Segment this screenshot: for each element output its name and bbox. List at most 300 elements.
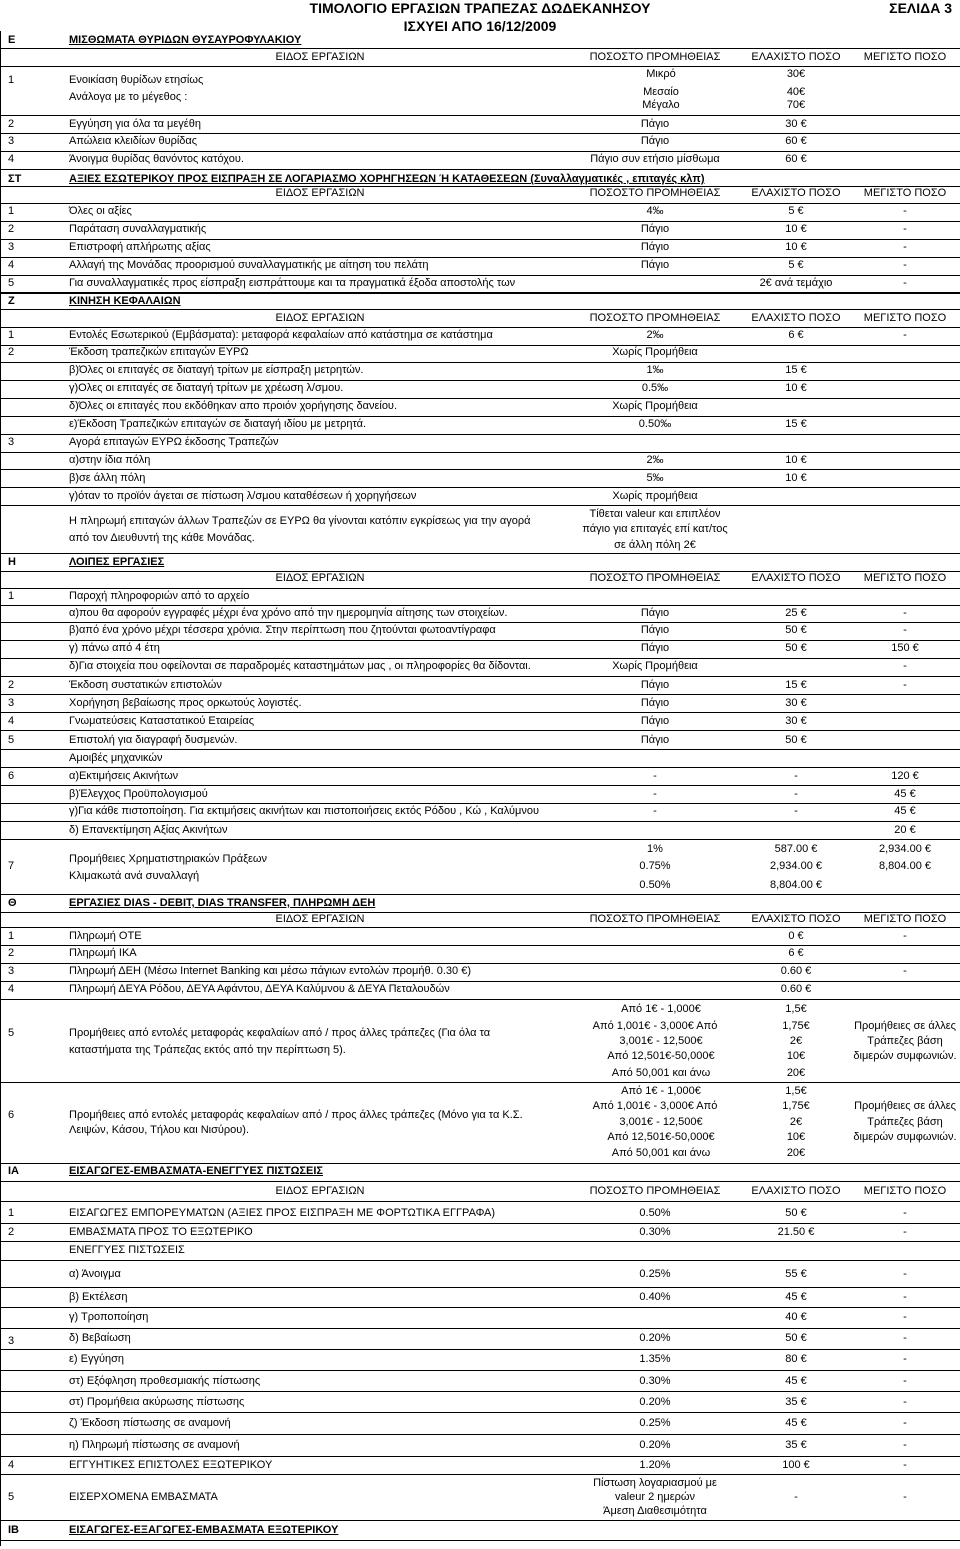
max-amount-cell: - (903, 607, 907, 619)
row-divider (0, 676, 960, 677)
min-amount-cell: 45 € (785, 1375, 807, 1387)
max-amount-cell: Προμήθειες σε άλλες (854, 1020, 956, 1032)
min-amount-cell: 30 € (785, 118, 807, 130)
row-divider (0, 640, 960, 641)
max-amount-cell: 45 € (894, 788, 916, 800)
column-header: ΕΙΔΟΣ ΕΡΓΑΣΙΩΝ (275, 187, 365, 199)
row-description: γ)Ολες οι επιταγές σε διαταγή τρίτων με χρέωση λ/σμου. (69, 382, 344, 394)
max-amount-cell: - (903, 1353, 907, 1365)
row-description: Εντολές Εσωτερικού (Εμβάσματα): μεταφορά κεφαλαίων από κατάστημα σε κατάστημα (69, 329, 493, 341)
commission-cell: 0.25% (639, 1417, 671, 1429)
max-amount-cell: Τράπεζες βάση (867, 1116, 943, 1128)
section-title: ΜΙΣΘΩΜΑΤΑ ΘΥΡΙΔΩΝ ΘΥΣΑΥΡΟΦΥΛΑΚΙΟΥ (69, 34, 302, 46)
row-description: Όλες οι αξίες (69, 205, 132, 217)
commission-cell: Άμεση Διαθεσιμότητα (603, 1505, 707, 1517)
row-number: 2 (8, 118, 15, 130)
row-description: γ)Για κάθε πιστοποίηση. Για εκτιμήσεις ακινήτων και πιστοποιήσεις εκτός Ρόδου , Κώ , Καλύμνου (69, 805, 540, 817)
row-divider (0, 927, 960, 928)
commission-cell: 1% (647, 843, 663, 855)
row-description: Πληρωμή ΔΕΗ (Μέσω Internet Banking και μέσω πάγιων εντολών προμήθ. 0.30 €) (69, 965, 471, 977)
min-amount-cell: - (794, 1491, 798, 1503)
commission-cell: 0.50‰ (638, 418, 672, 430)
column-header: ΕΛΑΧΙΣΤΟ ΠΟΣΟ (751, 51, 841, 63)
row-number: 1 (8, 74, 15, 86)
min-amount-cell: 60 € (785, 135, 807, 147)
row-divider (0, 115, 960, 116)
max-amount-cell: - (903, 1396, 907, 1408)
row-divider (0, 169, 960, 170)
column-header: ΠΟΣΟΣΤΟ ΠΡΟΜΗΘΕΙΑΣ (589, 1185, 721, 1197)
min-amount-cell: 50 € (785, 1207, 807, 1219)
row-number: 1 (8, 930, 15, 942)
row-divider (0, 1412, 960, 1413)
row-description: Για συναλλαγματικές προς είσπραξη εισπράττουμε και τα πραγματικά έξοδα αποστολής των (69, 277, 516, 289)
commission-cell: - (653, 805, 657, 817)
row-divider (0, 1434, 960, 1435)
section-title: ΚΙΝΗΣΗ ΚΕΦΑΛΑΙΩΝ (69, 295, 181, 307)
row-divider (0, 309, 960, 310)
row-divider (0, 749, 960, 750)
max-amount-cell: - (903, 679, 907, 691)
row-description: ε)Έκδοση Τραπεζικών επιταγών σε διαταγή ιδίου με μετρητά. (69, 418, 367, 430)
min-amount-cell: 50 € (785, 642, 807, 654)
max-amount-cell: 8,804.00 € (879, 860, 931, 872)
max-amount-cell: - (903, 329, 907, 341)
section-code: Θ (8, 897, 17, 909)
min-amount-cell: 15 € (785, 679, 807, 691)
column-header: ΠΟΣΟΣΤΟ ΠΡΟΜΗΘΕΙΑΣ (589, 572, 721, 584)
max-amount-cell: - (903, 1459, 907, 1471)
max-amount-cell: διμερών συμφωνιών. (853, 1050, 957, 1062)
row-divider (0, 133, 960, 134)
commission-cell: Χωρίς προμήθεια (612, 490, 698, 502)
column-header: ΜΕΓΙΣΤΟ ΠΟΣΟ (863, 187, 947, 199)
max-amount-cell: - (903, 1439, 907, 1451)
section-code: ΙΒ (8, 1524, 19, 1536)
column-header: ΜΕΓΙΣΤΟ ΠΟΣΟ (863, 913, 947, 925)
max-amount-cell: - (903, 241, 907, 253)
row-description: δ) Βεβαίωση (69, 1332, 131, 1344)
min-amount-cell: 5 € (788, 205, 804, 217)
row-divider (0, 416, 960, 417)
section-code: Ε (8, 34, 16, 46)
row-description: β) Εκτέλεση (69, 1291, 128, 1303)
row-description: δ) Επανεκτίμηση Αξίας Ακινήτων (69, 824, 228, 836)
max-amount-cell: 150 € (891, 642, 919, 654)
row-description: ΕΙΣΕΡΧΟΜΕΝΑ ΕΜΒΑΣΜΑΤΑ (69, 1491, 218, 1503)
row-divider (0, 730, 960, 731)
row-divider (0, 1391, 960, 1392)
row-description: α) Άνοιγμα (69, 1268, 121, 1280)
column-header: ΕΛΑΧΙΣΤΟ ΠΟΣΟ (751, 312, 841, 324)
table-left-border (0, 31, 1, 1546)
row-description: ΕΝΕΓΓΥΕΣ ΠΙΣΤΩΣΕΙΣ (69, 1244, 185, 1256)
min-amount-cell: 20€ (786, 1147, 806, 1159)
commission-cell: 5‰ (646, 472, 664, 484)
commission-cell: Τίθεται valeur και επιπλέον (589, 508, 721, 520)
commission-cell: Χωρίς Προμήθεια (612, 346, 698, 358)
row-number: 5 (8, 277, 15, 289)
row-number: 4 (8, 153, 15, 165)
min-amount-cell: 0.60 € (780, 965, 812, 977)
section-code: Ζ (8, 295, 15, 307)
row-divider (0, 622, 960, 623)
document-subtitle: ΙΣΧΥΕΙ ΑΠΟ 16/12/2009 (403, 18, 557, 34)
row-divider (0, 469, 960, 470)
row-divider (0, 1520, 960, 1521)
column-header: ΕΙΔΟΣ ΕΡΓΑΣΙΩΝ (275, 312, 365, 324)
min-amount-cell: 2€ ανά τεμάχιο (759, 277, 833, 289)
min-amount-cell: 5 € (788, 259, 804, 271)
row-number: 1 (8, 329, 15, 341)
row-divider (0, 398, 960, 399)
column-header: ΜΕΓΙΣΤΟ ΠΟΣΟ (863, 312, 947, 324)
commission-cell: Από 1,001€ - 3,000€ Από (592, 1100, 718, 1112)
commission-cell: Από 1€ - 1,000€ (621, 1085, 701, 1097)
max-amount-cell: - (903, 205, 907, 217)
max-amount-cell: - (903, 1311, 907, 1323)
commission-cell: Πάγιο (640, 697, 670, 709)
row-divider (0, 658, 960, 659)
min-amount-cell: 15 € (785, 418, 807, 430)
commission-cell: Από 12,501€-50,000€ (607, 1050, 715, 1062)
row-description: γ) πάνω από 4 έτη (69, 642, 160, 654)
commission-cell: 0.5‰ (641, 382, 669, 394)
min-amount-cell: 10 € (785, 472, 807, 484)
row-divider (0, 275, 960, 276)
min-amount-cell: 2€ (789, 1116, 803, 1128)
min-amount-cell: 2€ (789, 1035, 803, 1047)
row-divider (0, 605, 960, 606)
commission-cell: Πάγιο συν ετήσιο μίσθωμα (590, 153, 720, 165)
min-amount-cell: 45 € (785, 1291, 807, 1303)
row-description: Ενοικίαση θυρίδων ετησίως (69, 74, 204, 86)
row-description: ε) Εγγύηση (69, 1353, 124, 1365)
min-amount-cell: 8,804.00 € (770, 879, 822, 891)
row-divider (0, 327, 960, 328)
min-amount-cell: 80 € (785, 1353, 807, 1365)
row-number: 6 (8, 1109, 15, 1121)
min-amount-cell: 40 € (785, 1311, 807, 1323)
min-amount-cell: 10 € (785, 382, 807, 394)
row-divider (0, 1260, 960, 1261)
commission-cell: - (653, 788, 657, 800)
commission-cell: σε άλλη πόλη 2€ (614, 539, 696, 551)
row-divider (0, 1349, 960, 1350)
row-number: 3 (8, 965, 15, 977)
row-description: Γνωματεύσεις Καταστατικού Εταιρείας (69, 715, 254, 727)
row-description: Επιστροφή απλήρωτης αξίας (69, 241, 211, 253)
row-divider (0, 380, 960, 381)
row-description: Άνοιγμα θυρίδας θανόντος κατόχου. (69, 153, 244, 165)
row-divider (0, 1540, 960, 1541)
min-amount-cell: 50 € (785, 1332, 807, 1344)
max-amount-cell: διμερών συμφωνιών. (853, 1131, 957, 1143)
column-header: ΕΙΔΟΣ ΕΡΓΑΣΙΩΝ (275, 51, 365, 63)
row-description: η) Πληρωμή πίστωσης σε αναμονή (69, 1439, 240, 1451)
row-number: 3 (8, 1335, 15, 1347)
min-amount-cell: - (794, 805, 798, 817)
row-description: καταστήματα της Τράπεζας εκτός από την περίπτωση 5). (69, 1044, 346, 1056)
commission-cell: valeur 2 ημερών (615, 1491, 695, 1503)
row-description: Ανάλογα με το μέγεθος : (69, 91, 188, 103)
row-number: 4 (8, 259, 15, 271)
min-amount-cell: 1,75€ (782, 1100, 810, 1112)
row-divider (0, 1241, 960, 1242)
max-amount-cell: 120 € (891, 770, 919, 782)
row-description: στ) Εξόφληση προθεσμιακής πίστωσης (69, 1375, 261, 1387)
commission-cell: Μέγαλο (642, 99, 680, 111)
row-number: 5 (8, 1027, 15, 1039)
row-description: ΕΓΓΥΗΤΙΚΕΣ ΕΠΙΣΤΟΛΕΣ ΕΞΩΤΕΡΙΚΟΥ (69, 1459, 273, 1471)
min-amount-cell: 60 € (785, 153, 807, 165)
row-description: από τον Διευθυντή της κάθε Μονάδας. (69, 532, 255, 544)
max-amount-cell: - (903, 1226, 907, 1238)
column-header: ΜΕΓΙΣΤΟ ΠΟΣΟ (863, 572, 947, 584)
row-description: Η πληρωμή επιταγών άλλων Τραπεζών σε ΕΥΡΩ θα γίνονται κατόπιν εγκρίσεως για την αγορά (69, 515, 531, 527)
commission-cell: Από 1€ - 1,000€ (621, 1003, 701, 1015)
row-description: Προμήθειες Χρηματιστηριακών Πράξεων (69, 853, 267, 865)
min-amount-cell: 100 € (782, 1459, 810, 1471)
row-divider (0, 221, 960, 222)
min-amount-cell: 50 € (785, 624, 807, 636)
row-divider (0, 785, 960, 786)
row-number: 2 (8, 947, 15, 959)
section-code: ΣΤ (8, 173, 22, 185)
section-title: ΕΙΣΑΓΩΓΕΣ-ΕΞΑΓΩΓΕΣ-ΕΜΒΑΣΜΑΤΑ ΕΞΩΤΕΡΙΚΟΥ (69, 1524, 339, 1536)
commission-cell: 3,001€ - 12,500€ (619, 1116, 703, 1128)
row-divider (0, 1223, 960, 1224)
row-divider (0, 293, 960, 294)
row-number: 6 (8, 770, 15, 782)
commission-cell: Πάγιο (640, 734, 670, 746)
column-header: ΕΙΔΟΣ ΕΡΓΑΣΙΩΝ (275, 913, 365, 925)
commission-cell: 4‰ (646, 205, 664, 217)
commission-cell: Πάγιο (640, 259, 670, 271)
row-description: Έκδοση τραπεζικών επιταγών ΕΥΡΩ (69, 346, 249, 358)
commission-cell: Πάγιο (640, 135, 670, 147)
row-description: Επιστολή για διαγραφή δυσμενών. (69, 734, 238, 746)
row-number: 1 (8, 1207, 15, 1219)
max-amount-cell: 45 € (894, 805, 916, 817)
column-header: ΜΕΓΙΣΤΟ ΠΟΣΟ (863, 51, 947, 63)
commission-cell: Πάγιο (640, 607, 670, 619)
commission-cell: Πάγιο (640, 223, 670, 235)
max-amount-cell: Προμήθειες σε άλλες (854, 1100, 956, 1112)
row-number: 2 (8, 346, 15, 358)
row-description: δ)Όλες οι επιταγές που εκδόθηκαν απο προιόν χορήγησης δανείου. (69, 400, 398, 412)
min-amount-cell: 6 € (788, 329, 804, 341)
max-amount-cell: - (903, 1207, 907, 1219)
max-amount-cell: - (903, 223, 907, 235)
commission-cell: Πάγιο (640, 118, 670, 130)
min-amount-cell: - (794, 770, 798, 782)
row-description: Εγγύηση για όλα τα μεγέθη (69, 118, 201, 130)
commission-cell: 0.25% (639, 1268, 671, 1280)
min-amount-cell: 10 € (785, 454, 807, 466)
row-divider (0, 1163, 960, 1164)
row-divider (0, 151, 960, 152)
row-description: ζ) Έκδοση πίστωσης σε αναμονή (69, 1417, 231, 1429)
row-description: Παροχή πληροφοριών από το αρχείο (69, 590, 250, 602)
row-divider (0, 362, 960, 363)
row-number: 2 (8, 1226, 15, 1238)
commission-cell: Χωρίς Προμήθεια (612, 400, 698, 412)
column-header: ΕΙΔΟΣ ΕΡΓΑΣΙΩΝ (275, 1185, 365, 1197)
commission-cell: 2‰ (646, 454, 664, 466)
row-description: β)από ένα χρόνο μέχρι τέσσερα χρόνια. Στην περίπτωση που ζητούνται φωτοαντίγραφα (69, 624, 496, 636)
commission-cell: Πάγιο (640, 624, 670, 636)
column-header: ΠΟΣΟΣΤΟ ΠΡΟΜΗΘΕΙΑΣ (589, 51, 721, 63)
commission-cell: 0.50% (639, 1207, 671, 1219)
commission-cell: Πάγιο (640, 715, 670, 727)
page-number: ΣΕΛΙΔΑ 3 (889, 0, 952, 16)
row-description: Πληρωμή ΔΕΥΑ Ρόδου, ΔΕΥΑ Αφάντου, ΔΕΥΑ Καλύμνου & ΔΕΥΑ Πεταλουδών (69, 983, 450, 995)
row-description: Κλιμακωτά ανά συναλλαγή (69, 870, 200, 882)
row-description: Αμοιβές μηχανικών (69, 752, 163, 764)
row-description: δ)Για στοιχεία που οφείλονται σε παραδρομές καταστημάτων μας , οι πληροφορίες θα δίδονται. (69, 660, 531, 672)
commission-cell: Από 1,001€ - 3,000€ Από (592, 1020, 718, 1032)
row-description: α)στην ίδια πόλη (69, 454, 151, 466)
max-amount-cell: - (903, 259, 907, 271)
max-amount-cell: - (903, 1291, 907, 1303)
row-divider (0, 1328, 960, 1329)
min-amount-cell: 30 € (785, 697, 807, 709)
commission-cell: 1.20% (639, 1459, 671, 1471)
row-number: 5 (8, 734, 15, 746)
max-amount-cell: - (903, 660, 907, 672)
row-number: 3 (8, 697, 15, 709)
min-amount-cell: 10 € (785, 223, 807, 235)
row-divider (0, 553, 960, 554)
section-title: ΕΙΣΑΓΩΓΕΣ-ΕΜΒΑΣΜΑΤΑ-ΕΝΕΓΓΥΕΣ ΠΙΣΤΩΣΕΙΣ (69, 1165, 323, 1177)
row-divider (0, 66, 960, 67)
document-title: ΤΙΜΟΛΟΓΙΟ ΕΡΓΑΣΙΩΝ ΤΡΑΠΕΖΑΣ ΔΩΔΕΚΑΝΗΣΟΥ (309, 0, 651, 16)
row-divider (0, 821, 960, 822)
max-amount-cell: - (903, 1417, 907, 1429)
row-description: ΕΙΣΑΓΩΓΕΣ ΕΜΠΟΡΕΥΜΑΤΩΝ (ΑΞΙΕΣ ΠΡΟΣ ΕΙΣΠΡΑΞΗ ΜΕ ΦΟΡΤΩΤΙΚΑ ΕΓΓΡΑΦΑ) (69, 1207, 496, 1219)
min-amount-cell: 0 € (788, 930, 804, 942)
min-amount-cell: 20€ (786, 1067, 806, 1079)
commission-cell: Από 12,501€-50,000€ (607, 1131, 715, 1143)
row-divider (0, 505, 960, 506)
column-header: ΕΛΑΧΙΣΤΟ ΠΟΣΟ (751, 187, 841, 199)
row-description: Προμήθειες από εντολές μεταφοράς κεφαλαίων από / προς άλλες τράπεζες (Μόνο για τα Κ.Σ. (69, 1109, 523, 1121)
min-amount-cell: 30€ (786, 68, 806, 80)
max-amount-cell: - (903, 1491, 907, 1503)
min-amount-cell: 10€ (786, 1050, 806, 1062)
min-amount-cell: 1,5€ (785, 1085, 807, 1097)
commission-cell: 0.20% (639, 1439, 671, 1451)
commission-cell: Από 50,001 και άνω (611, 1067, 711, 1079)
row-number: 3 (8, 135, 15, 147)
min-amount-cell: 55 € (785, 1268, 807, 1280)
commission-cell: πάγιο για επιταγές επί κατ/τος (582, 523, 728, 535)
row-number: 1 (8, 590, 15, 602)
row-divider (0, 1474, 960, 1475)
min-amount-cell: 6 € (788, 947, 804, 959)
min-amount-cell: 50 € (785, 734, 807, 746)
row-description: β)Όλες οι επιταγές σε διαταγή τρίτων με είσπραξη μετρητών. (69, 364, 364, 376)
min-amount-cell: 1,75€ (782, 1020, 810, 1032)
commission-cell: Πάγιο (640, 241, 670, 253)
row-divider (0, 1082, 960, 1083)
commission-cell: 1.35% (639, 1353, 671, 1365)
commission-cell: Μικρό (646, 68, 676, 80)
max-amount-cell: - (903, 930, 907, 942)
max-amount-cell: 20 € (894, 824, 916, 836)
commission-cell: 0.30% (639, 1375, 671, 1387)
row-description: Χορήγηση βεβαίωσης προς ορκωτούς λογιστές. (69, 697, 302, 709)
row-divider (0, 1370, 960, 1371)
min-amount-cell: - (794, 788, 798, 800)
commission-cell: 2‰ (646, 329, 664, 341)
commission-cell: 3,001€ - 12,500€ (619, 1035, 703, 1047)
min-amount-cell: 21.50 € (777, 1226, 815, 1238)
row-description: α)που θα αφορούν εγγραφές μέχρι ένα χρόνο από την ημερομηνία αίτησης των στοιχείων. (69, 607, 508, 619)
column-header: ΕΙΔΟΣ ΕΡΓΑΣΙΩΝ (275, 572, 365, 584)
min-amount-cell: 70€ (786, 99, 806, 111)
row-number: 4 (8, 1459, 15, 1471)
section-title: ΕΡΓΑΣΙΕΣ DIAS - DEBIT, DIAS TRANSFER, ΠΛΗΡΩΜΗ ΔΕΗ (69, 897, 376, 909)
row-description: Απώλεια κλειδίων θυρίδας (69, 135, 198, 147)
max-amount-cell: - (903, 1375, 907, 1387)
row-description: β)σε άλλη πόλη (69, 472, 146, 484)
row-divider (0, 1287, 960, 1288)
row-divider (0, 203, 960, 204)
row-divider (0, 1181, 960, 1182)
section-title: ΑΞΙΕΣ ΕΣΩΤΕΡΙΚΟΥ ΠΡΟΣ ΕΙΣΠΡΑΞΗ ΣΕ ΛΟΓΑΡΙΑΣΜΟ ΧΟΡΗΓΗΣΕΩΝ Ή ΚΑΤΑΘΕΣΕΩΝ (Συναλλαγματικές , επιταγές κλπ) (69, 173, 705, 185)
row-divider (0, 257, 960, 258)
row-divider (0, 839, 960, 840)
max-amount-cell: - (903, 277, 907, 289)
row-description: Έκδοση συστατικών επιστολών (69, 679, 222, 691)
min-amount-cell: 2,934.00 € (770, 860, 822, 872)
row-divider (0, 434, 960, 435)
min-amount-cell: 30 € (785, 715, 807, 727)
max-amount-cell: Τράπεζες βάση (867, 1035, 943, 1047)
min-amount-cell: 0.60 € (780, 983, 812, 995)
row-description: γ)όταν το προϊόν άγεται σε πίστωση λ/σμου καταθέσεων ή χορηγήσεων (69, 490, 417, 502)
commission-cell: Μεσαίο (643, 86, 679, 98)
column-header: ΠΟΣΟΣΤΟ ΠΡΟΜΗΘΕΙΑΣ (589, 913, 721, 925)
section-code: Η (8, 556, 16, 568)
max-amount-cell: - (903, 965, 907, 977)
column-header: ΕΛΑΧΙΣΤΟ ΠΟΣΟ (751, 913, 841, 925)
min-amount-cell: 25 € (785, 607, 807, 619)
row-description: ΕΜΒΑΣΜΑΤΑ ΠΡΟΣ ΤΟ ΕΞΩΤΕΡΙΚΟ (69, 1226, 253, 1238)
row-number: 4 (8, 715, 15, 727)
min-amount-cell: 1,5€ (785, 1003, 807, 1015)
row-divider (0, 694, 960, 695)
row-divider (0, 239, 960, 240)
row-divider (0, 292, 960, 293)
row-number: 5 (8, 1491, 15, 1503)
row-divider (0, 803, 960, 804)
commission-cell: 0.50% (639, 879, 671, 891)
column-header: ΠΟΣΟΣΤΟ ΠΡΟΜΗΘΕΙΑΣ (589, 187, 721, 199)
min-amount-cell: 587.00 € (774, 843, 818, 855)
row-divider (0, 452, 960, 453)
column-header: ΕΛΑΧΙΣΤΟ ΠΟΣΟ (751, 572, 841, 584)
commission-cell: 0.20% (639, 1396, 671, 1408)
row-number: 1 (8, 205, 15, 217)
row-number: 3 (8, 241, 15, 253)
row-number: 2 (8, 223, 15, 235)
row-divider (0, 767, 960, 768)
commission-cell: 0.75% (639, 860, 671, 872)
row-description: Λειψών, Κάσου, Τήλου και Νισύρου). (69, 1124, 250, 1136)
